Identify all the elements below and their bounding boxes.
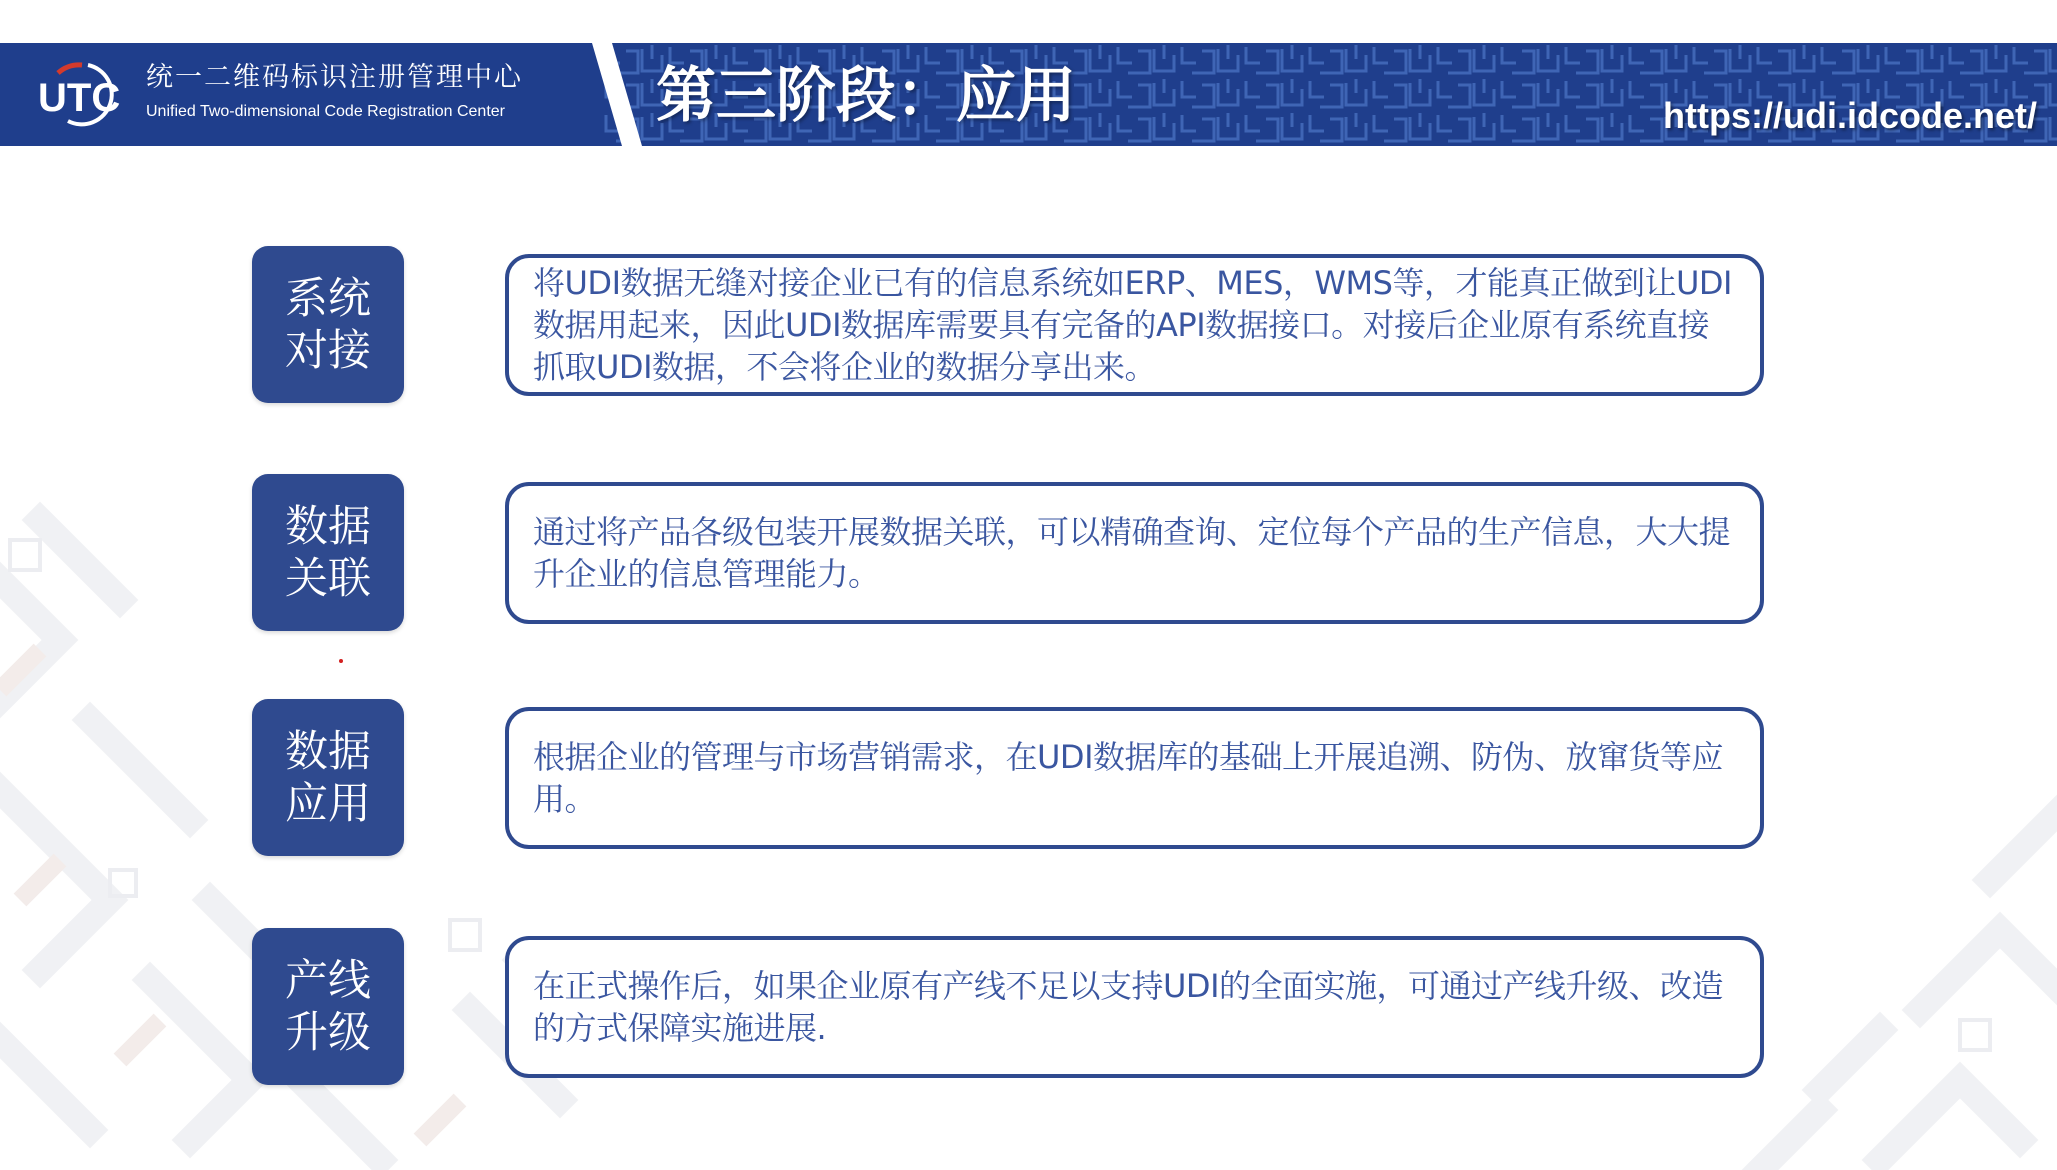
header-banner — [0, 43, 2057, 146]
row-label-line2: 升级 — [285, 1007, 371, 1058]
row-label-line1: 数据 — [285, 501, 371, 552]
row-description-box — [505, 482, 1764, 624]
row-label-line1: 产线 — [285, 955, 371, 1006]
red-dot-mark — [339, 659, 343, 663]
utc-logo-icon — [38, 61, 138, 127]
row-description-text: 通过将产品各级包装开展数据关联，可以精确查询、定位每个产品的生产信息，大大提升企业的信息管理能力。 — [533, 513, 1731, 593]
row-description-text: 在正式操作后，如果企业原有产线不足以支持UDI的全面实施，可通过产线升级、改造的方式保障实施进展. — [533, 967, 1724, 1047]
row-label-line1: 系统 — [285, 273, 371, 324]
org-name-chinese: 统一二维码标识注册管理中心 — [146, 62, 523, 93]
row-description-box — [505, 936, 1764, 1078]
website-url: https://udi.idcode.net/ — [1663, 95, 2037, 136]
stage-row-data-application — [0, 699, 2057, 859]
row-label-badge — [252, 474, 404, 631]
row-label-line2: 关联 — [285, 553, 371, 604]
row-label-badge — [252, 699, 404, 856]
row-label-badge — [252, 928, 404, 1085]
row-description-box — [505, 707, 1764, 849]
row-label-badge — [252, 246, 404, 403]
row-label-line2: 对接 — [285, 325, 371, 376]
row-description-text: 将UDI数据无缝对接企业已有的信息系统如ERP、MES，WMS等，才能真正做到让UDI数据用起来，因此UDI数据库需要具有完备的API数据接口。对接后企业原有系统直接抓取UDI数据，不会将企业的数据分享出来。 — [533, 264, 1732, 386]
stage-row-production-line-upgrade — [0, 928, 2057, 1088]
row-label-line1: 数据 — [285, 726, 371, 777]
slide-title: 第三阶段：应用 — [656, 61, 1076, 131]
row-label-line2: 应用 — [285, 778, 371, 829]
stage-row-data-association — [0, 474, 2057, 634]
row-description-text: 根据企业的管理与市场营销需求，在UDI数据库的基础上开展追溯、防伪、放窜货等应用。 — [533, 738, 1724, 818]
svg-text:UTC: UTC — [38, 76, 121, 120]
org-name-english: Unified Two-dimensional Code Registration Center — [146, 103, 505, 120]
row-description-box — [505, 254, 1764, 396]
stage-row-system-integration — [0, 246, 2057, 406]
